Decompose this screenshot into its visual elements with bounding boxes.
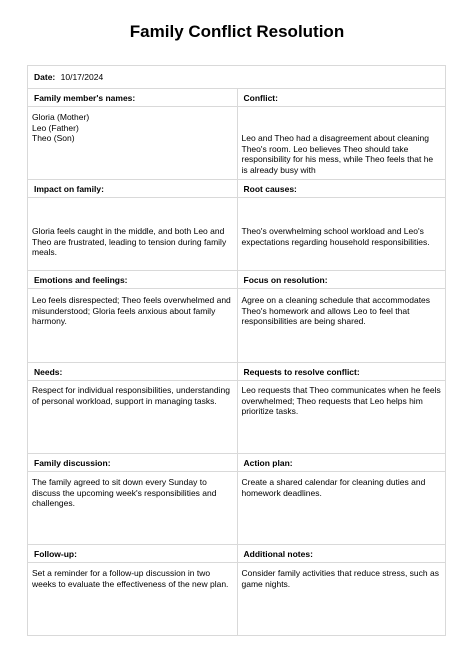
section-row (28, 363, 445, 454)
conflict-text[interactable]: Leo and Theo had a disagreement about cleaning Theo's room. Leo believes Theo should take responsibility for his mess, while Theo feels that he is already busy with (241, 133, 434, 175)
conflict-label: Conflict: (238, 89, 446, 107)
impact-text[interactable]: Gloria feels caught in the middle, and both Leo and Theo are frustrated, leading to tension during family meals. (32, 226, 227, 257)
follow-up-text[interactable]: Set a reminder for a follow-up discussion in two weeks to evaluate the effectiveness of the new plan. (32, 568, 229, 589)
focus-text[interactable]: Agree on a cleaning schedule that accommodates Theo's homework and allows Leo to feel that responsibilities are being shared. (241, 295, 431, 326)
root-causes-cell (237, 180, 446, 270)
date-value: 10/17/2024 (60, 72, 104, 82)
impact-cell (28, 180, 237, 270)
discussion-text[interactable]: The family agreed to sit down every Sunday to discuss the upcoming week's responsibilities and challenges. (32, 477, 217, 508)
root-causes-label: Root causes: (238, 180, 446, 198)
family-members-cell (28, 89, 237, 179)
follow-up-label: Follow-up: (28, 545, 237, 563)
needs-cell (28, 363, 237, 453)
additional-notes-text[interactable]: Consider family activities that reduce stress, such as game nights. (241, 568, 439, 589)
focus-label: Focus on resolution: (238, 271, 446, 289)
section-row (28, 454, 445, 545)
family-members-label: Family member's names: (28, 89, 237, 107)
section-row (28, 180, 445, 271)
page-title: Family Conflict Resolution (129, 22, 345, 41)
date-label: Date: (34, 72, 56, 82)
family-members-text[interactable]: Gloria (Mother) Leo (Father) Theo (Son) (32, 112, 90, 143)
section-row (28, 271, 445, 363)
discussion-label: Family discussion: (28, 454, 237, 472)
impact-label: Impact on family: (28, 180, 237, 198)
emotions-cell (28, 271, 237, 362)
action-plan-cell (237, 454, 446, 544)
emotions-text[interactable]: Leo feels disrespected; Theo feels overwhelmed and misunderstood; Gloria feels anxious about family harmony. (32, 295, 231, 326)
focus-cell (237, 271, 446, 362)
conflict-cell (237, 89, 446, 179)
needs-text[interactable]: Respect for individual responsibilities, understanding of personal workload, support in managing tasks. (32, 385, 230, 406)
section-row (28, 545, 445, 635)
additional-notes-cell (237, 545, 446, 635)
requests-label: Requests to resolve conflict: (238, 363, 446, 381)
needs-label: Needs: (28, 363, 237, 381)
root-causes-text[interactable]: Theo's overwhelming school workload and Leo's expectations regarding household responsibilities. (241, 226, 430, 247)
emotions-label: Emotions and feelings: (28, 271, 237, 289)
requests-cell (237, 363, 446, 453)
action-plan-label: Action plan: (238, 454, 446, 472)
action-plan-text[interactable]: Create a shared calendar for cleaning duties and homework deadlines. (241, 477, 426, 498)
follow-up-cell (28, 545, 237, 635)
date-row (28, 66, 445, 89)
discussion-cell (28, 454, 237, 544)
additional-notes-label: Additional notes: (238, 545, 446, 563)
requests-text[interactable]: Leo requests that Theo communicates when he feels overwhelmed; Theo requests that Leo helps him prioritize tasks. (241, 385, 441, 416)
section-row (28, 89, 445, 180)
resolution-form (27, 65, 446, 636)
